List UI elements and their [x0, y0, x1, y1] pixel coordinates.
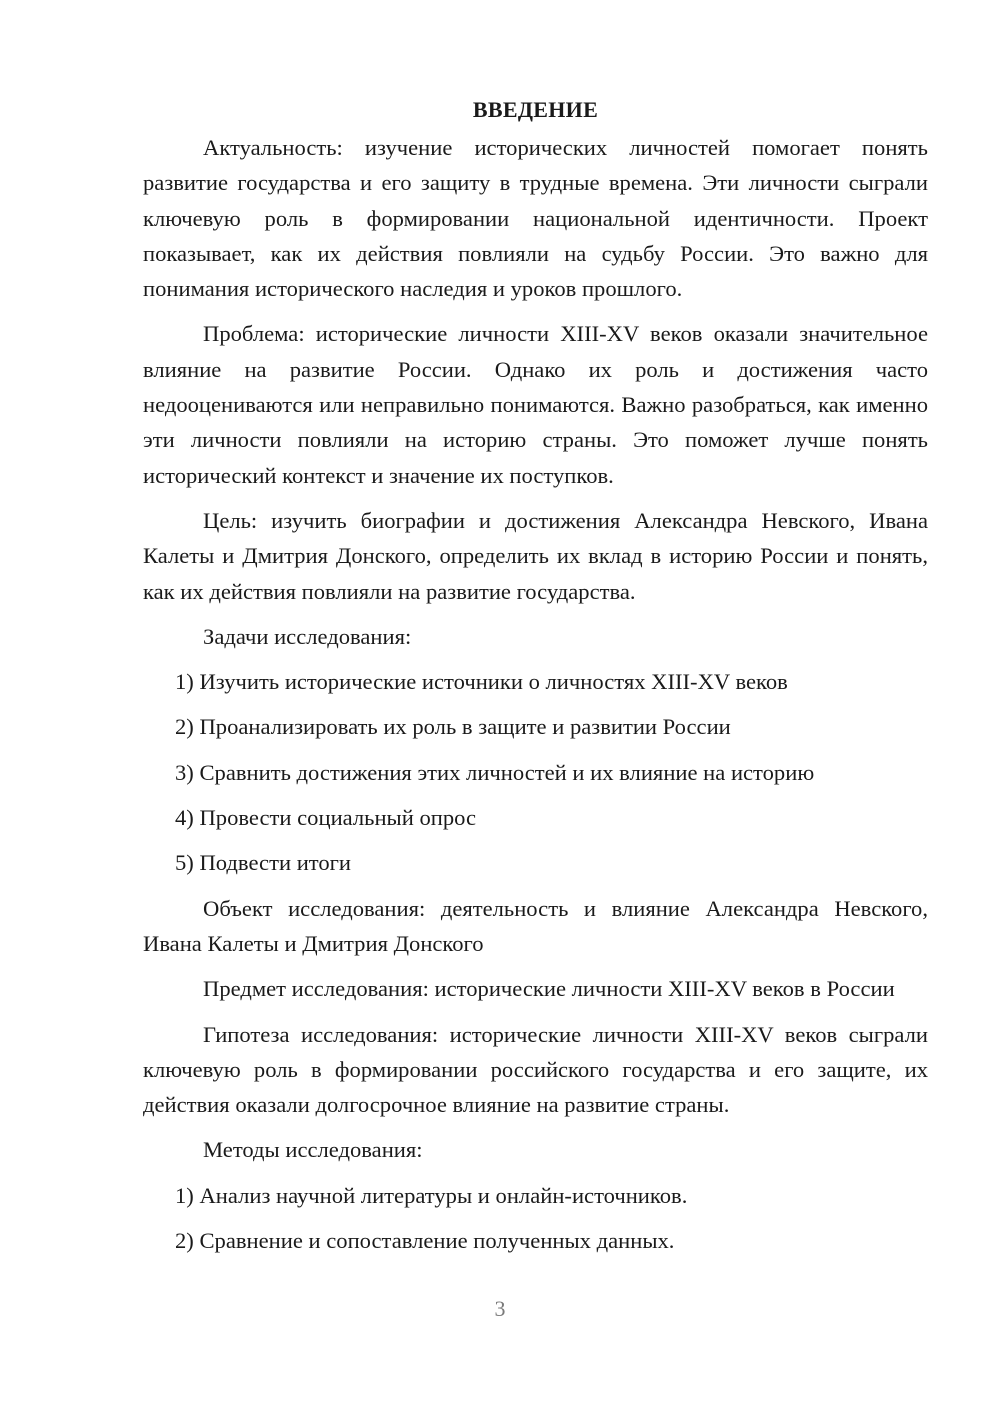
- goal-paragraph: Цель: изучить биографии и достижения Александра Невского, Ивана Калеты и Дмитрия Донского, определить их вклад в историю России и понять, как их действия повлияли на развитие государства.: [143, 507, 928, 604]
- actuality-paragraph: Актуальность: изучение исторических личностей помогает понять развитие государства и его защиту в трудные времена. Эти личности сыграли ключевую роль в формировании национальной идентичности. Проект показывает, как их действия повлияли на судьбу России. Это важно для понимания исторического наследия и уроков прошлого.: [143, 135, 928, 302]
- task-item: 3) Сравнить достижения этих личностей и их влияние на историю: [175, 759, 815, 785]
- hypothesis-paragraph: Гипотеза исследования: исторические личности XIII-XV веков сыграли ключевую роль в формировании российского государства и его защите, их действия оказали долгосрочное влияние на развитие страны.: [143, 1021, 928, 1118]
- task-item: 4) Провести социальный опрос: [175, 805, 477, 831]
- tasks-list: [143, 664, 928, 880]
- object-paragraph: Объект исследования: деятельность и влияние Александра Невского, Ивана Калеты и Дмитрия Донского: [143, 895, 928, 956]
- task-item: 1) Изучить исторические источники о личностях XIII-XV веков: [175, 669, 788, 695]
- task-item: 2) Проанализировать их роль в защите и развитии России: [175, 714, 731, 740]
- tasks-heading: Задачи исследования:: [203, 623, 412, 649]
- methods-heading: Методы исследования:: [203, 1137, 423, 1163]
- document-page: [143, 90, 928, 1268]
- method-item: 2) Сравнение и сопоставление полученных данных.: [175, 1228, 675, 1254]
- problem-paragraph: Проблема: исторические личности XIII-XV веков оказали значительное влияние на развитие России. Однако их роль и достижения часто недооцениваются или неправильно понимаются. Важно разобраться, как именно эти личности повлияли на историю страны. Это поможет лучше понять исторический контекст и значение их поступков.: [143, 321, 928, 488]
- method-item: 1) Анализ научной литературы и онлайн-источников.: [175, 1182, 688, 1208]
- subject-paragraph: Предмет исследования: исторические личности XIII-XV веков в России: [203, 976, 895, 1002]
- methods-list: [143, 1178, 928, 1259]
- page-title: ВВЕДЕНИЕ: [472, 97, 599, 122]
- page-number: 3: [494, 1296, 506, 1321]
- task-item: 5) Подвести итоги: [175, 850, 352, 876]
